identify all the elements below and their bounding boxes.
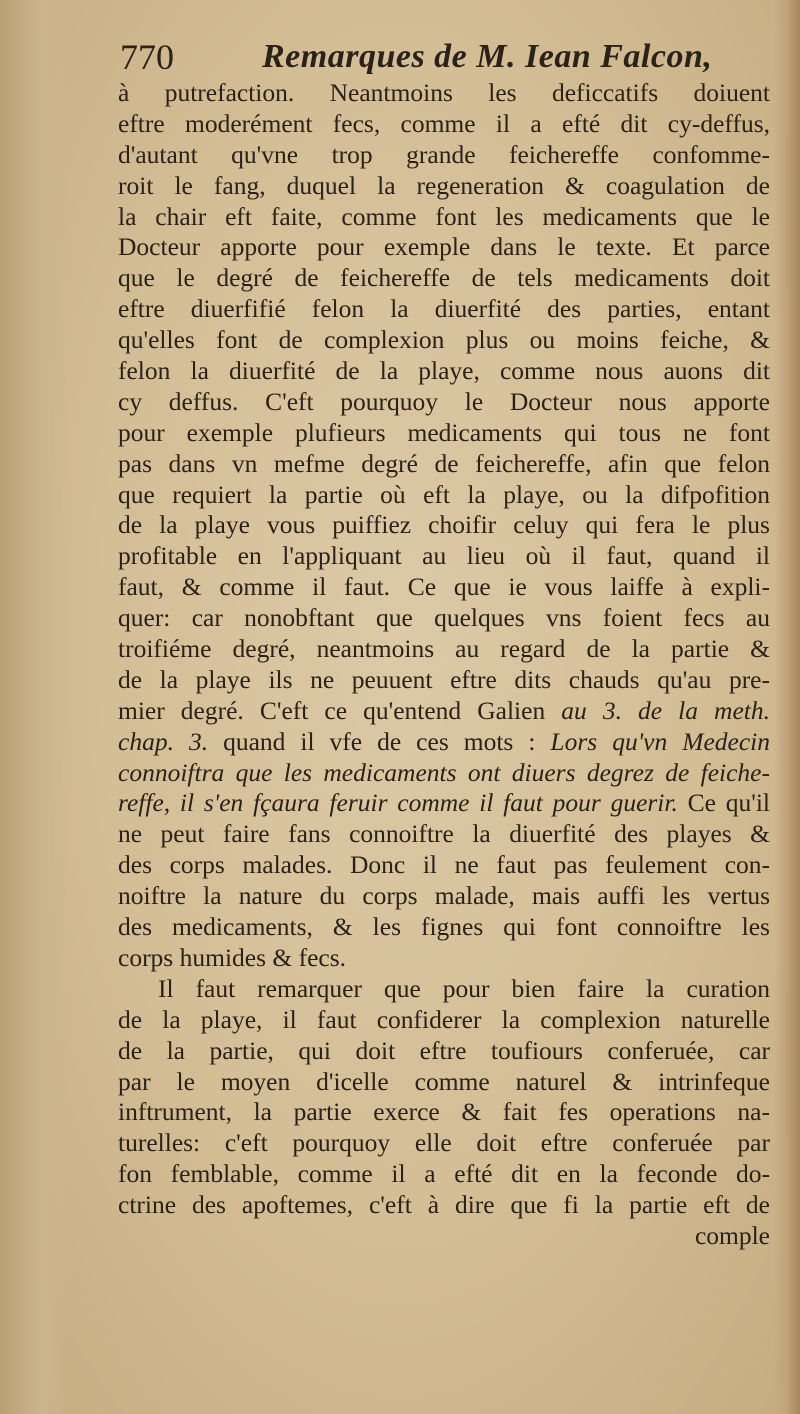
text-segment: de la playe ils ne peuuent eftre dits chauds qu'au pre- [118, 664, 770, 694]
text-line [118, 263, 770, 294]
text-line [118, 1190, 770, 1221]
text-line [118, 572, 770, 603]
text-segment: ne peut faire fans connoiftre la diuerfité des playes & [118, 819, 770, 849]
text-segment: par le moyen d'icelle comme naturel & intrinfeque [118, 1066, 770, 1096]
text-segment: Il faut remarquer que pour bien faire la curation [158, 973, 770, 1003]
text-segment: que requiert la partie où eft la playe, ou la difpofition [118, 479, 770, 509]
text-segment: qu'elles font de complexion plus ou moins feiche, & [118, 325, 770, 355]
text-line [118, 541, 770, 572]
text-line [118, 1067, 770, 1098]
text-line [118, 449, 770, 480]
text-segment: Docteur apporte pour exemple dans le texte. Et parce [118, 232, 770, 262]
text-line [118, 912, 770, 943]
italic-segment: reffe, il s'en fçaura feruir comme il faut pour guerir. [118, 788, 678, 818]
text-segment: de la partie, qui doit eftre toufiours conferuée, car [118, 1035, 770, 1065]
text-line [118, 510, 770, 541]
text-line [118, 819, 770, 850]
text-line [118, 78, 770, 109]
text-segment: pour exemple plufieurs medicaments qui tous ne font [118, 417, 770, 447]
text-segment: corps humides & fecs. [118, 942, 347, 972]
text-line [118, 356, 770, 387]
body-text [118, 78, 770, 1252]
text-line [118, 171, 770, 202]
text-segment: à putrefaction. Neantmoins les deficcatifs doiuent [118, 78, 770, 107]
text-segment: noiftre la nature du corps malade, mais auffi les vertus [118, 881, 770, 911]
text-segment: que le degré de feichereffe de tels medicaments doit [118, 263, 770, 293]
text-line [118, 387, 770, 418]
text-segment: de la playe vous puiffiez choifir celuy qui fera le plus [118, 510, 770, 540]
text-line [118, 696, 770, 727]
text-line [118, 758, 770, 789]
text-segment: de la playe, il faut confiderer la complexion naturelle [118, 1004, 770, 1034]
text-segment: des corps malades. Donc il ne faut pas feulement con- [118, 850, 770, 880]
text-segment: pas dans vn mefme degré de feichereffe, afin que felon [118, 448, 770, 478]
text-segment: felon la diuerfité de la playe, comme nous auons dit [118, 356, 770, 386]
text-line [118, 140, 770, 171]
text-line [118, 727, 770, 758]
text-segment: des medicaments, & les fignes qui font connoiftre les [118, 912, 770, 942]
text-line [118, 232, 770, 263]
text-line [118, 325, 770, 356]
page-shadow-left [0, 0, 70, 1414]
italic-segment: Lors qu'vn Medecin [550, 726, 770, 756]
text-line [118, 1159, 770, 1190]
page-shadow-right [774, 0, 800, 1414]
text-line [118, 1128, 770, 1159]
text-line [118, 1036, 770, 1067]
text-segment: fon femblable, comme il a efté dit en la feconde do- [118, 1159, 770, 1189]
text-line [118, 603, 770, 634]
text-segment: cy deffus. C'eft pourquoy le Docteur nous apporte [118, 386, 770, 416]
text-line [118, 665, 770, 696]
text-line [118, 294, 770, 325]
text-line [118, 109, 770, 140]
text-line [118, 881, 770, 912]
text-line [118, 943, 770, 974]
text-line [118, 1097, 770, 1128]
text-segment: mier degré. C'eft ce qu'entend Galien [118, 695, 562, 725]
catchword: comple [694, 1220, 770, 1250]
text-segment: profitable en l'appliquant au lieu où il faut, quand il [118, 541, 770, 571]
text-segment: la chair eft faite, comme font les medicaments que le [118, 201, 770, 231]
text-line [118, 480, 770, 511]
text-segment: faut, & comme il faut. Ce que ie vous laiffe à expli- [118, 572, 770, 602]
text-line [118, 202, 770, 233]
page-number: 770 [120, 37, 174, 77]
text-segment: d'autant qu'vne trop grande feichereffe confomme- [118, 139, 770, 169]
italic-segment: au 3. de la meth. [561, 695, 770, 725]
text-segment: eftre diuerfifié felon la diuerfité des parties, entant [118, 294, 770, 324]
text-segment: inftrument, la partie exerce & fait fes operations na- [118, 1097, 770, 1127]
text-segment: Ce qu'il [677, 788, 770, 818]
italic-segment: chap. 3. [118, 726, 209, 756]
text-segment: troifiéme degré, neantmoins au regard de la partie & [118, 634, 770, 664]
text-segment: eftre moderément fecs, comme il a efté dit cy-deffus, [118, 108, 770, 138]
text-line [118, 850, 770, 881]
italic-segment: connoiftra que les medicaments ont diuers degrez de feiche- [118, 757, 770, 787]
text-segment: quand il vfe de ces mots : [208, 726, 551, 756]
running-head: Remarques de M. Iean Falcon, [262, 38, 713, 75]
text-line [118, 1005, 770, 1036]
text-segment: quer: car nonobftant que quelques vns foient fecs au [118, 603, 770, 633]
text-line [118, 974, 770, 1005]
text-line [118, 418, 770, 449]
text-line [118, 788, 770, 819]
text-segment: ctrine des apoftemes, c'eft à dire que fi la partie eft de [118, 1190, 770, 1220]
text-line [118, 634, 770, 665]
text-segment: roit le fang, duquel la regeneration & coagulation de [118, 170, 770, 200]
text-segment: turelles: c'eft pourquoy elle doit eftre conferuée par [118, 1128, 770, 1158]
